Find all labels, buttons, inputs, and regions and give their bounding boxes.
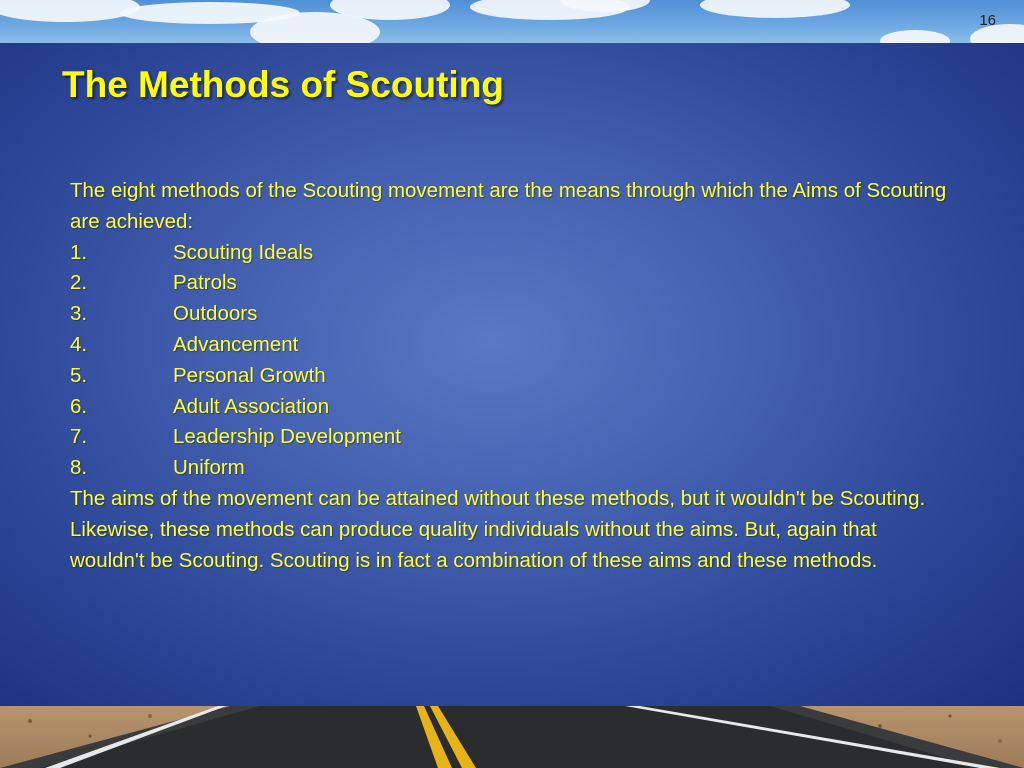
list-item-label: Leadership Development (173, 425, 401, 449)
cloud-shape (880, 30, 950, 43)
list-item (70, 299, 950, 330)
list-item-number: 1. (70, 240, 88, 264)
list-item-label: Outdoors (173, 302, 258, 326)
list-item (70, 268, 950, 299)
list-item-number: 5. (70, 363, 88, 387)
list-item-label: Personal Growth (173, 363, 326, 387)
list-item-label: Scouting Ideals (173, 240, 314, 264)
cloud-shape (970, 24, 1024, 43)
list-item-number: 3. (70, 302, 88, 326)
sky-banner (0, 0, 1024, 43)
conclusion-paragraph: The aims of the movement can be attained without these methods, but it wouldn't be Scouting. Likewise, these methods can produce quality individuals without the aims. But, again that wouldn't be Scouting. Scouting is in fact a combination of these aims and these methods. (70, 486, 926, 572)
list-item (70, 392, 950, 423)
cloud-shape (0, 0, 140, 22)
list-item-label: Adult Association (173, 394, 330, 418)
road-banner (0, 706, 1024, 768)
methods-list (70, 238, 950, 484)
list-item (70, 238, 950, 269)
intro-paragraph: The eight methods of the Scouting movement are the means through which the Aims of Scouting are achieved: (70, 179, 947, 233)
slide-body (70, 176, 950, 576)
list-item (70, 453, 950, 484)
list-item-label: Patrols (173, 271, 237, 295)
list-item-number: 6. (70, 394, 88, 418)
list-item-label: Uniform (173, 456, 245, 480)
slide-number: 16 (979, 12, 996, 29)
list-item-number: 7. (70, 425, 88, 449)
list-item-number: 8. (70, 456, 88, 480)
list-item (70, 361, 950, 392)
list-item-number: 2. (70, 271, 88, 295)
list-item-label: Advancement (173, 332, 299, 356)
cloud-shape (700, 0, 850, 18)
list-item (70, 330, 950, 361)
list-item (70, 422, 950, 453)
slide-title: The Methods of Scouting (62, 64, 504, 105)
road-illustration (0, 706, 1024, 768)
list-item-number: 4. (70, 332, 88, 356)
